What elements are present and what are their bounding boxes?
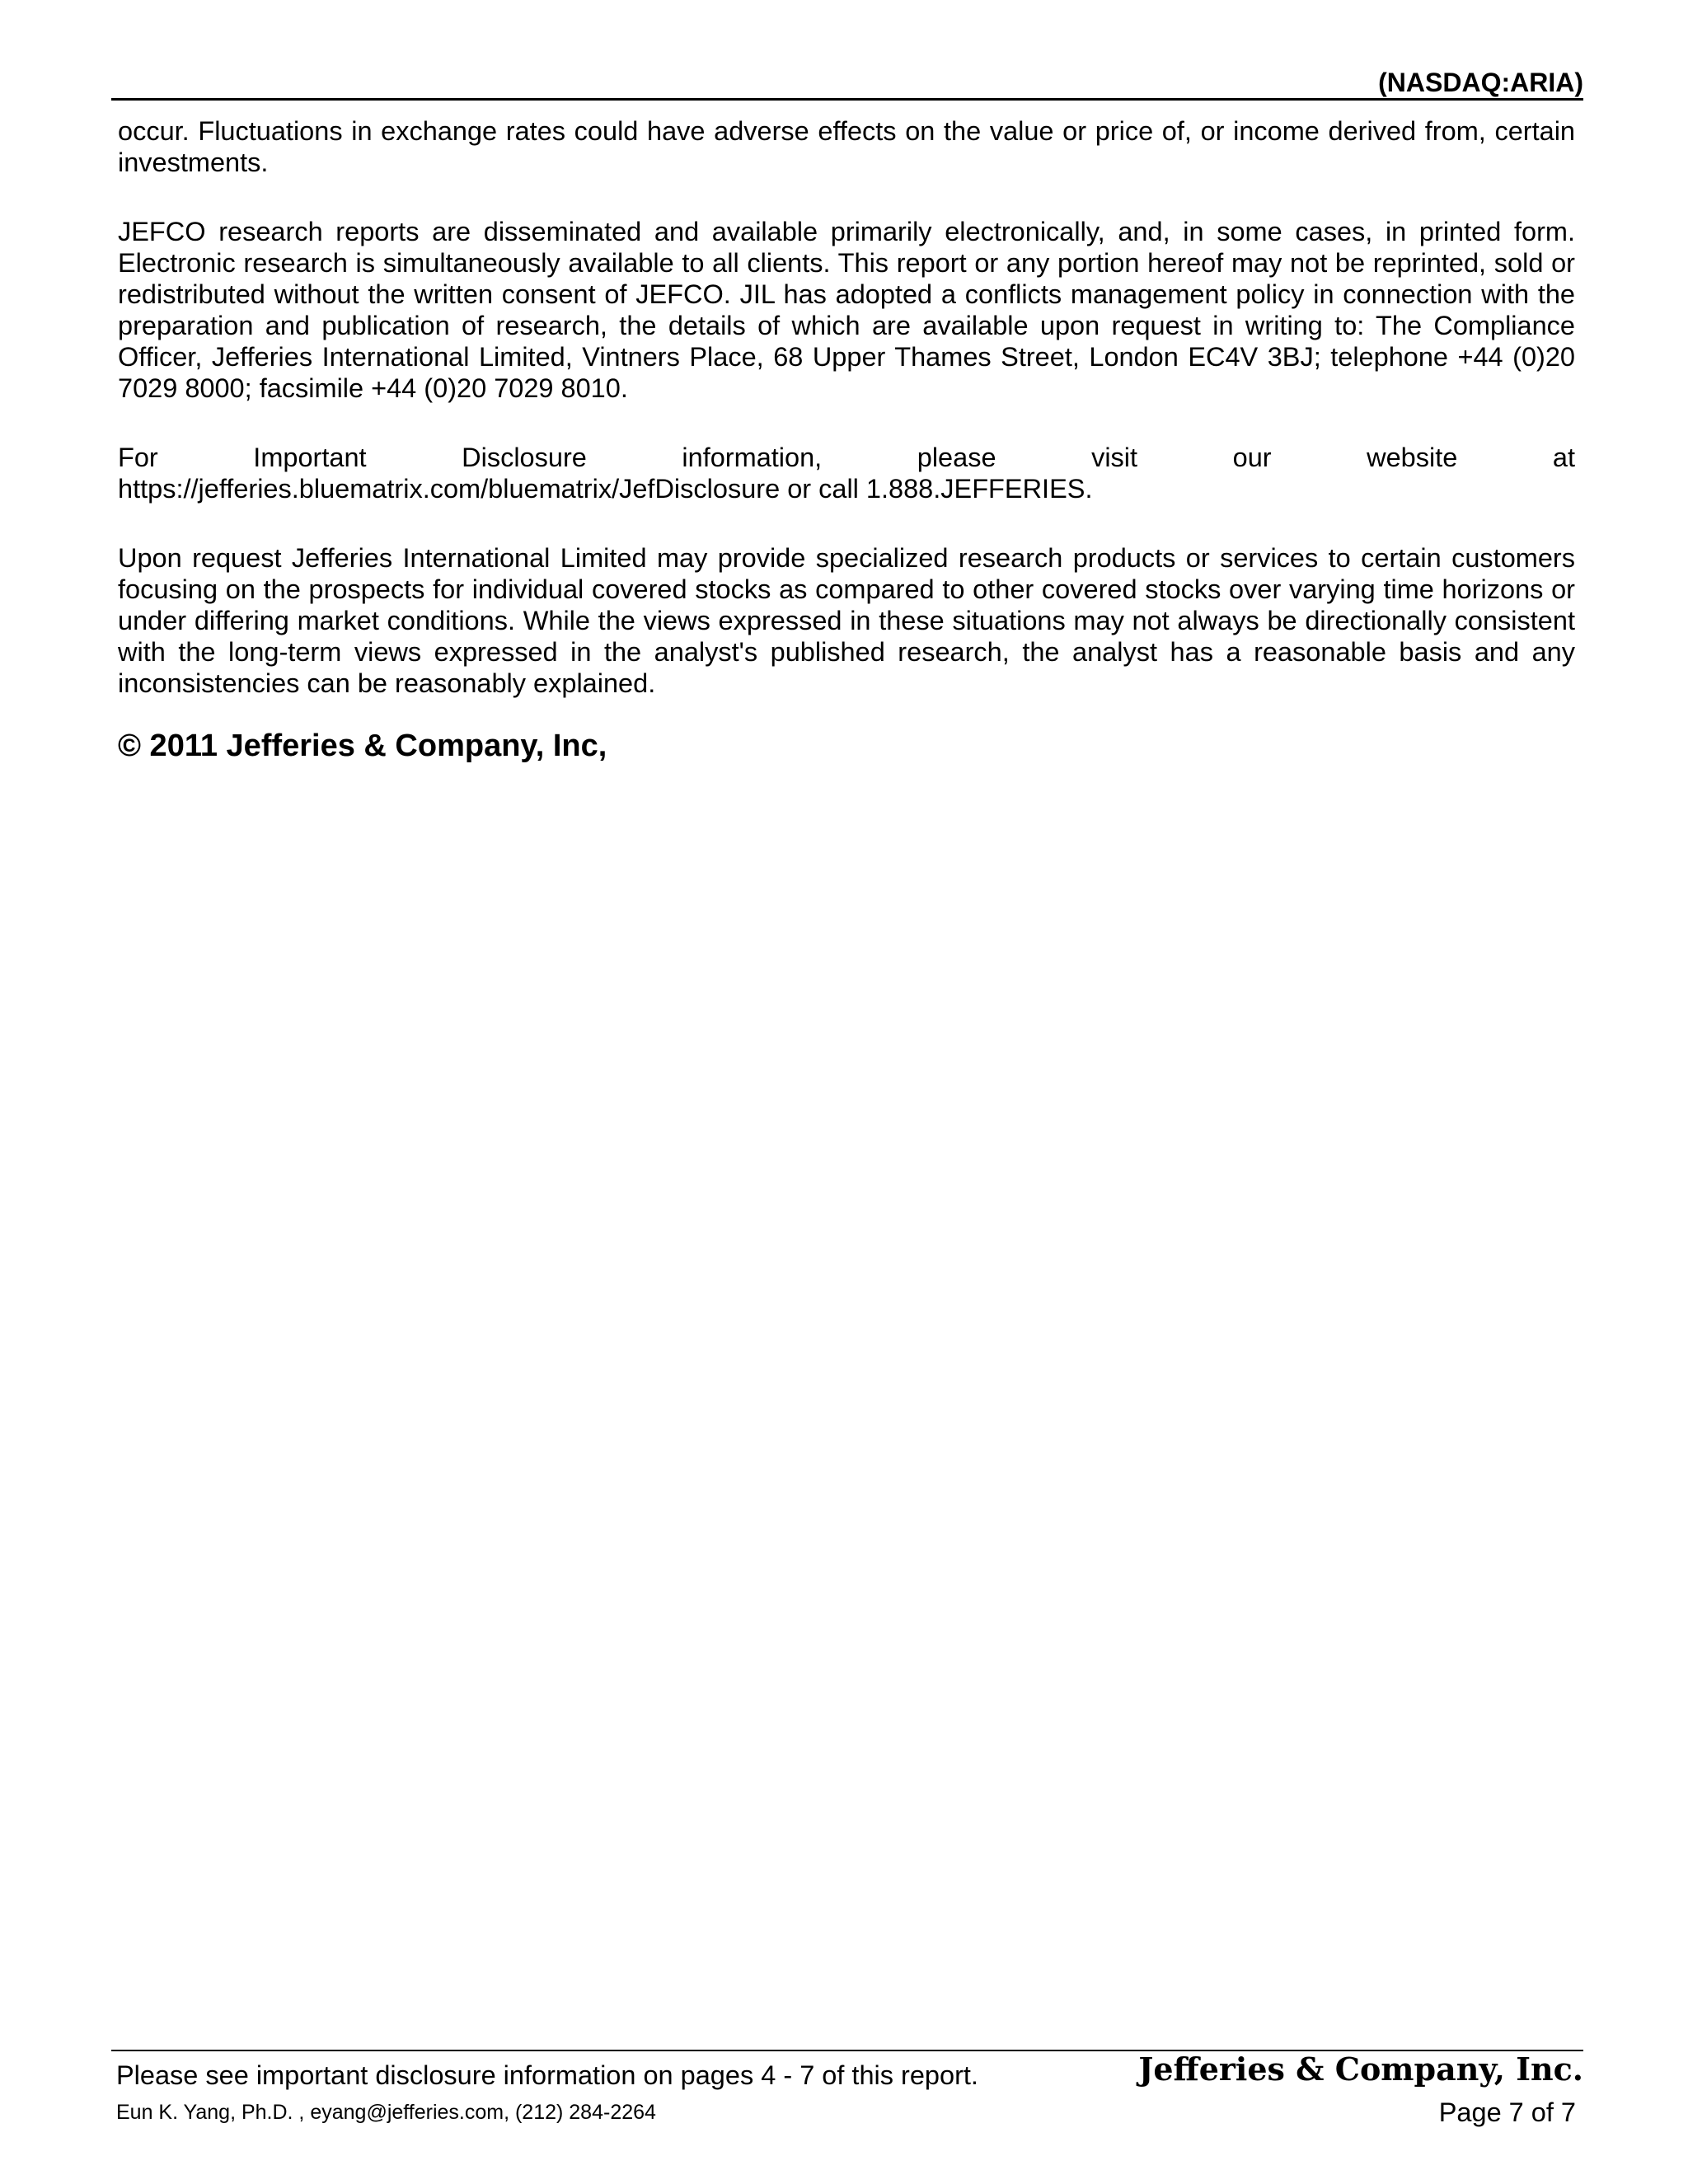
ticker-label: (NASDAQ:ARIA) [1378, 68, 1583, 97]
header-divider [111, 98, 1583, 101]
footer-analyst-contact: Eun K. Yang, Ph.D. , eyang@jefferies.com, (212) 284-2264 [116, 2101, 656, 2124]
disclosure-website-line: For Important Disclosure information, please visit our website at [118, 443, 1575, 472]
footer-disclosure-note: Please see important disclosure information on pages 4 - 7 of this report. [116, 2060, 978, 2090]
copyright-notice: © 2011 Jefferies & Company, Inc, [118, 729, 607, 763]
page-number: Page 7 of 7 [1438, 2097, 1576, 2127]
exchange-rate-paragraph: occur. Fluctuations in exchange rates could have adverse effects on the value or price of, or income derived from, certain investments. [118, 116, 1575, 177]
distribution-paragraph: JEFCO research reports are disseminated and available primarily electronically, and, in some cases, in printed form. Electronic research is simultaneously available to all clients. This report or any portion hereof may not be reprinted, sold or redistributed without the written consent of JEFCO. JIL has adopted a conflicts management policy in connection with the preparation and publication of research, the details of which are available upon request in writing to: The Compliance Officer, Jefferies International Limited, Vintners Place, 68 Upper Thames Street, London EC4V 3BJ; telephone +44 (0)20 7029 8000; facsimile +44 (0)20 7029 8010. [118, 217, 1575, 403]
company-logo-text: Jefferies & Company, Inc. [1138, 2050, 1583, 2088]
disclosure-url-link[interactable]: https://jefferies.bluematrix.com/bluematrix/JefDisclosure or call 1.888.JEFFERIES. [118, 474, 1093, 504]
document-body [118, 115, 1575, 765]
disclosure-website-paragraph [118, 442, 1575, 504]
specialized-research-paragraph: Upon request Jefferies International Limited may provide specialized research products or services to certain customers focusing on the prospects for individual covered stocks as compared to other covered stocks over varying time horizons or under differing market conditions. While the views expressed in these situations may not always be directionally consistent with the long-term views expressed in the analyst's published research, the analyst has a reasonable basis and any inconsistencies can be reasonably explained. [118, 543, 1575, 698]
